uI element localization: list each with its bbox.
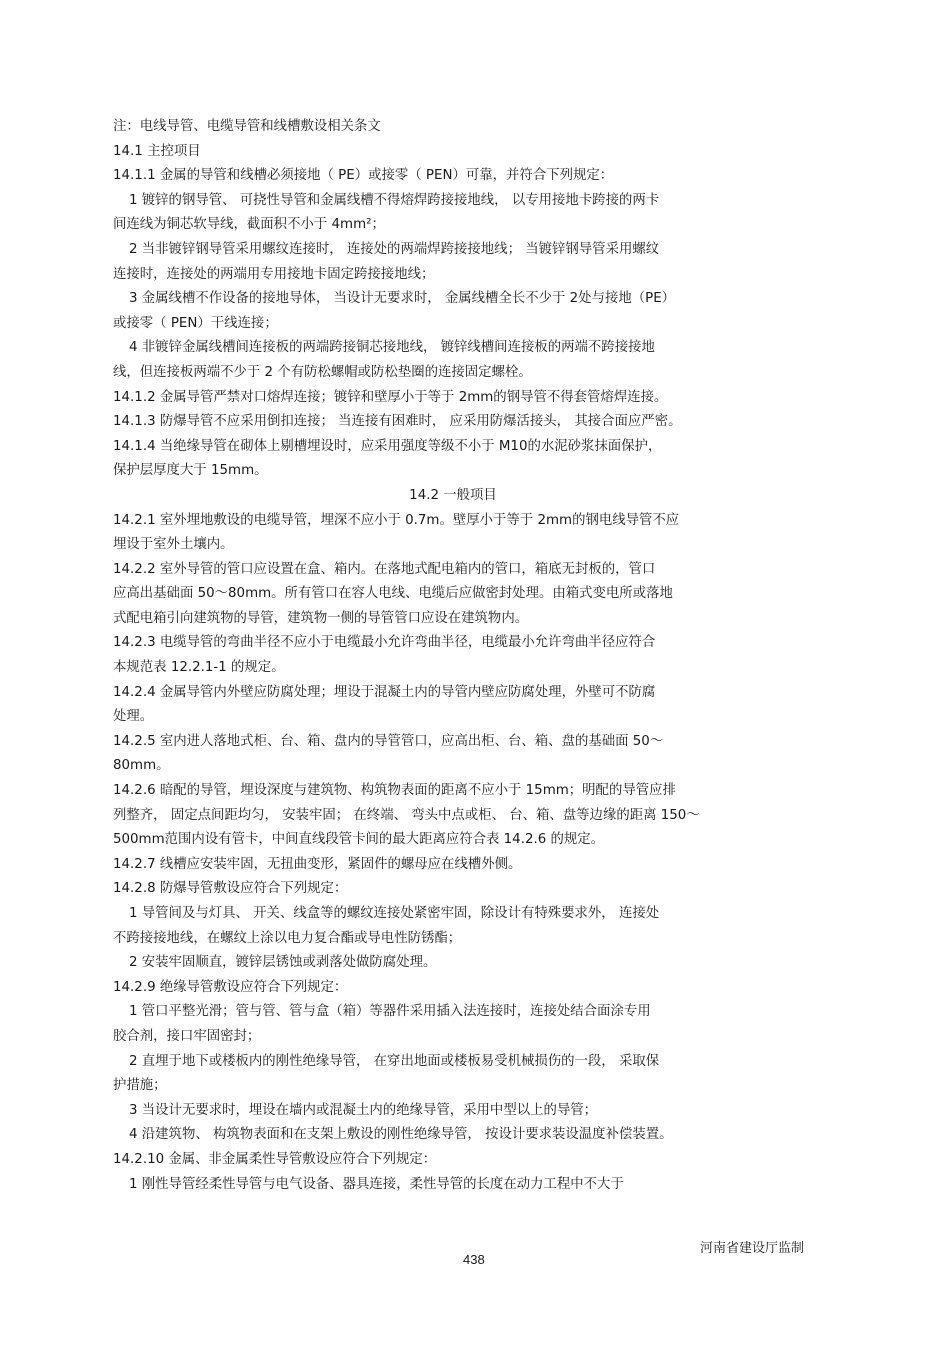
text-line: 14.2.5 室内进人落地式柜、台、箱、盘内的导管管口，应高出柜、台、箱、盘的基础面 50～	[113, 733, 664, 749]
text-line: 1 管口平整光滑；管与管、管与盒（箱）等器件采用插入法连接时，连接处结合面涂专用	[129, 1004, 651, 1020]
text-line: 本规范表 12.2.1-1 的规定。	[113, 660, 285, 676]
text-line: 14.2.9 绝缘导管敷设应符合下列规定：	[113, 979, 348, 995]
text-line: 14.2.6 暗配的导管，埋设深度与建筑物、构筑物表面的距离不应小于 15mm；明配的导管应排	[113, 783, 676, 799]
text-line: 应高出基础面 50～80mm。所有管口在容人电线、电缆后应做密封处理。由箱式变电所或落地	[113, 586, 673, 602]
text-line: 14.2.3 电缆导管的弯曲半径不应小于电缆最小允许弯曲半径，电缆最小允许弯曲半径应符合	[113, 635, 656, 651]
text-line: 列整齐， 固定点间距均匀， 安装牢固； 在终端、 弯头中点或柜、 台、箱、盘等边缘的距离 150～	[113, 807, 700, 823]
text-line: 2 当非镀锌钢导管采用螺纹连接时， 连接处的两端焊跨接接地线； 当镀锌钢导管采用螺纹	[129, 241, 660, 257]
text-line: 1 镀锌的钢导管、 可挠性导管和金属线槽不得熔焊跨接接地线， 以专用接地卡跨接的两卡	[129, 192, 660, 208]
text-line: 3 金属线槽不作设备的接地导体， 当设计无要求时， 金属线槽全长不少于 2处与接地（PE）	[129, 291, 676, 307]
document-body	[113, 115, 793, 1197]
text-line: 1 导管间及与灯具、 开关、线盒等的螺纹连接处紧密牢固，除设计有特殊要求外， 连接处	[129, 906, 660, 921]
text-line: 不跨接接地线，在螺纹上涂以电力复合酯或导电性防锈酯；	[113, 930, 462, 946]
text-line: 14.2.4 金属导管内外壁应防腐处理；埋设于混凝土内的导管内壁应防腐处理，外壁可不防腐	[113, 684, 656, 700]
text-line: 处理。	[113, 709, 154, 725]
text-line: 间连线为铜芯软导线，截面积不小于 4mm²；	[113, 217, 385, 233]
text-line: 或接零（ PEN）干线连接；	[113, 315, 278, 331]
text-line: 14.1 主控项目	[113, 143, 201, 159]
page-number: 438	[463, 1252, 485, 1267]
footer-organization: 河南省建设厅监制	[700, 1241, 805, 1256]
text-line: 14.2.1 室外埋地敷设的电缆导管，埋深不应小于 0.7m。壁厚小于等于 2mm的钢电线导管不应	[113, 512, 680, 528]
text-line: 式配电箱引向建筑物的导管，建筑物一侧的导管管口应设在建筑物内。	[113, 610, 529, 626]
text-line: 1 刚性导管经柔性导管与电气设备、器具连接，柔性导管的长度在动力工程中不大于	[129, 1176, 624, 1192]
text-line: 线，但连接板两端不少于 2 个有防松螺帽或防松垫圈的连接固定螺栓。	[113, 364, 532, 380]
text-line: 80mm。	[113, 758, 170, 774]
text-line: 14.2.7 线槽应安装牢固，无扭曲变形，紧固件的螺母应在线槽外侧。	[113, 856, 522, 872]
text-line: 连接时，连接处的两端用专用接地卡固定跨接接地线；	[113, 266, 435, 282]
text-line: 2 安装牢固顺直，镀锌层锈蚀或剥落处做防腐处理。	[129, 955, 437, 971]
text-line: 护措施；	[113, 1078, 167, 1094]
text-line: 14.1.4 当绝缘导管在砌体上剔槽埋设时，应采用强度等级不小于 M10的水泥砂浆抹面保护，	[113, 438, 662, 454]
text-line: 3 当设计无要求时，埋设在墙内或混凝土内的绝缘导管，采用中型以上的导管；	[129, 1102, 598, 1118]
text-line: 14.1.1 金属的导管和线槽必须接地（ PE）或接零（ PEN）可靠，并符合下列规定：	[113, 168, 614, 184]
text-line: 保护层厚度大于 15mm。	[113, 463, 268, 479]
section-heading: 14.2 一般项目	[409, 487, 497, 503]
text-line: 14.2.8 防爆导管敷设应符合下列规定：	[113, 881, 348, 897]
text-line: 14.2.2 室外导管的管口应设置在盒、箱内。在落地式配电箱内的管口，箱底无封板的，管口	[113, 561, 656, 577]
text-line: 2 直埋于地下或楼板内的刚性绝缘导管， 在穿出地面或楼板易受机械损伤的一段， 采取保	[129, 1053, 660, 1069]
text-line: 500mm范围内设有管卡，中间直线段管卡间的最大距离应符合表 14.2.6 的规定。	[113, 832, 605, 848]
text-line: 4 非镀锌金属线槽间连接板的两端跨接铜芯接地线， 镀锌线槽间连接板的两端不跨接接地	[129, 340, 655, 356]
text-line: 胶合剂，接口牢固密封；	[113, 1028, 261, 1044]
text-line: 14.1.2 金属导管严禁对口熔焊连接；镀锌和壁厚小于等于 2mm的钢导管不得套管熔焊连接。	[113, 389, 668, 405]
text-line: 14.2.10 金属、非金属柔性导管敷设应符合下列规定：	[113, 1151, 437, 1167]
text-line: 注：电线导管、电缆导管和线槽敷设相关条文	[113, 119, 381, 134]
text-line: 14.1.3 防爆导管不应采用倒扣连接； 当连接有困难时， 应采用防爆活接头， 其接合面应严密。	[113, 414, 682, 430]
text-line: 埋设于室外土壤内。	[113, 537, 234, 553]
text-line: 4 沿建筑物、 构筑物表面和在支架上敷设的刚性绝缘导管， 按设计要求装设温度补偿装置。	[129, 1127, 673, 1143]
